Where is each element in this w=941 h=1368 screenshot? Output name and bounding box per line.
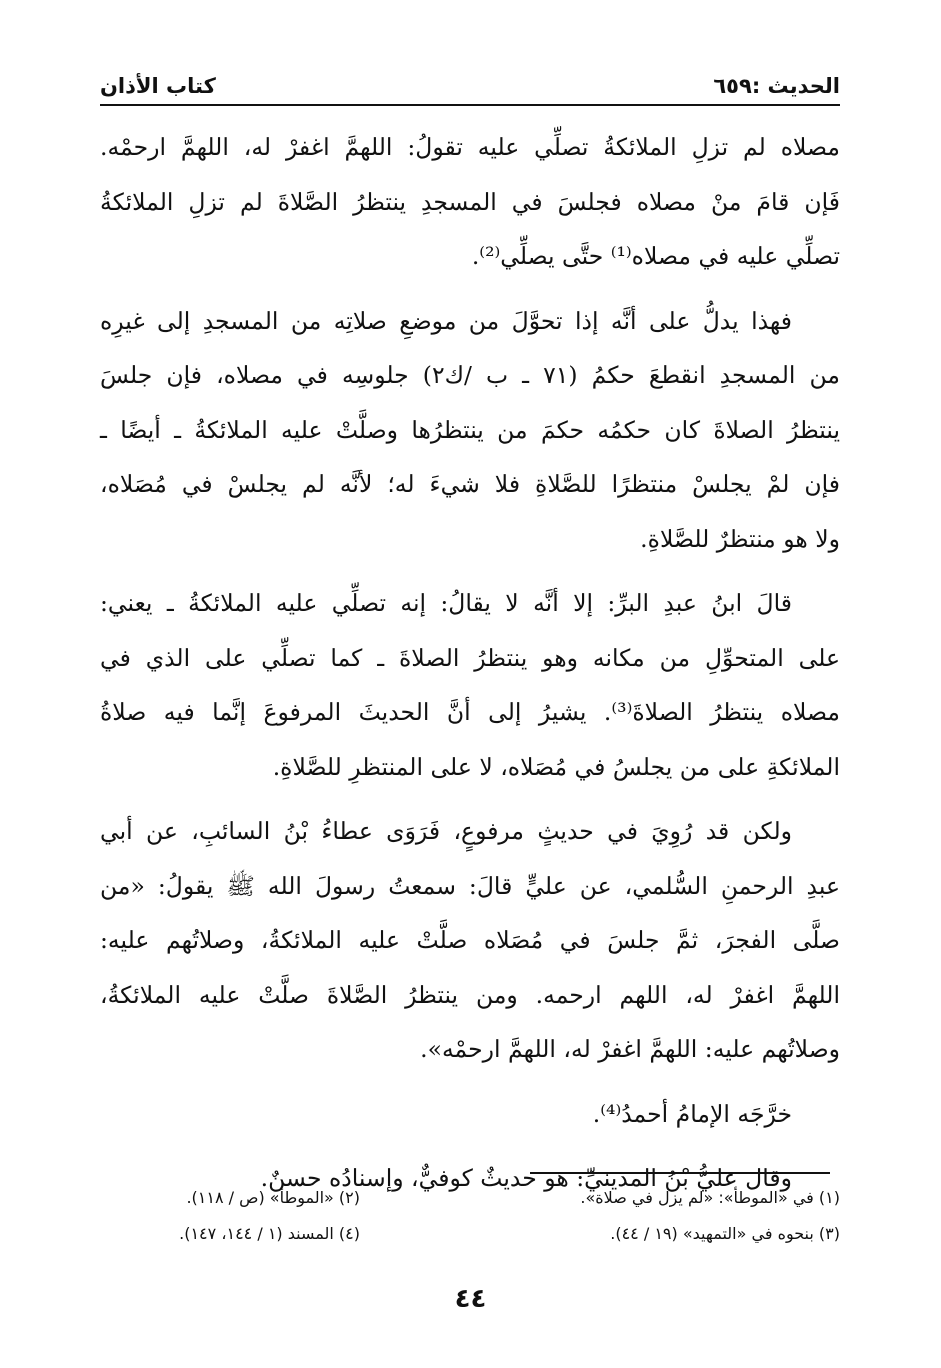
- text-line: فهذا يدلُّ على أنَّه إذا تحوَّلَ من موضعِ صلاتِه من المسجدِ إلى غيرِه: [100, 306, 792, 335]
- text-line: الملائكةِ على من يجلسُ في مُصَلاه، لا على المنتظرِ للصَّلاةِ.: [272, 752, 840, 781]
- paragraph-4: [100, 804, 840, 1077]
- text-line: مصلاه ينتظرُ الصلاةَ⁽³⁾. يشيرُ إلى أنَّ الحديثَ المرفوعَ إنَّما فيه صلاةُ: [100, 698, 840, 726]
- text-line: على المتحوِّلِ من مكانه وهو ينتظرُ الصلاةَ ـ كما تصلِّي على الذي في: [100, 643, 840, 672]
- footnote-2: (٢) «الموطأ» (ص / ١١٨).: [186, 1188, 360, 1207]
- page-number: ٤٤: [454, 1284, 487, 1314]
- text-line: فإن لمْ يجلسْ منتظرًا للصَّلاةِ فلا شيءَ له؛ لأنَّه لم يجلسْ في مُصَلاه،: [100, 470, 840, 498]
- footnotes: [100, 1180, 840, 1252]
- hadith-number-label: الحديث :٦٥٩: [713, 74, 840, 98]
- footnote-3: (٣) بنحوه في «التمهيد» (١٩ / ٤٤).: [610, 1224, 840, 1243]
- paragraph-3: [100, 576, 840, 794]
- text-line: فَإن قامَ منْ مصلاه فجلسَ في المسجدِ ينتظرُ الصَّلاةَ لم تزلِ الملائكةُ: [100, 187, 840, 216]
- running-header: [100, 70, 840, 106]
- text-line: خرَّجَه الإمامُ أحمدُ⁽⁴⁾.: [592, 1099, 792, 1128]
- text-line: وقال عليُّ بْنُ المدينيِّ: هو حديثٌ كوفيٌّ، وإسنادُه حسنٌ.: [260, 1164, 792, 1192]
- text-line: اللهمَّ اغفرْ له، اللهم ارحمه. ومن ينتظرُ الصَّلاةَ صلَّتْ عليه الملائكةُ،: [100, 980, 840, 1009]
- book-title: كتاب الأذان: [100, 74, 216, 98]
- footnote-1: (١) في «الموطأ»: «لم يزل في صلاة».: [580, 1188, 840, 1207]
- text-line: تصلِّي عليه في مصلاه⁽¹⁾ حتَّى يصلِّي⁽²⁾.: [471, 242, 840, 270]
- paragraph-5: [100, 1087, 840, 1142]
- paragraph-2: [100, 294, 840, 567]
- paragraph-1: [100, 120, 840, 284]
- text-line: وصلاتُهم عليه: اللهمَّ اغفرْ له، اللهمَّ ارحمْه».: [420, 1035, 840, 1063]
- text-line: من المسجدِ انقطعَ حكمُ (٧١ ـ ب /ك٢) جلوسِه في مصلاه، فإن جلسَ: [100, 361, 840, 389]
- text-line: مصلاه لم تزلِ الملائكةُ تصلِّي عليه تقولُ: اللهمَّ اغفرْ له، اللهمَّ ارحمْه.: [100, 133, 840, 161]
- text-line: ولكن قد رُوِيَ في حديثٍ مرفوعٍ، فَرَوَى عطاءُ بْنُ السائبِ، عن أبي: [100, 817, 792, 845]
- text-line: ولا هو منتظرٌ للصَّلاةِ.: [640, 524, 840, 553]
- text-line: قالَ ابنُ عبدِ البرِّ: إلا أنَّه لا يقالُ: إنه تصلِّي عليه الملائكةُ ـ يعني:: [100, 589, 792, 617]
- text-line: صلَّى الفجرَ، ثمَّ جلسَ في مُصَلاه صلَّتْ عليه الملائكةُ، وصلاتُهم عليه:: [100, 926, 840, 954]
- footnote-4: (٤) المسند (١ / ١٤٤، ١٤٧).: [179, 1224, 360, 1243]
- footnote-divider: [530, 1172, 830, 1174]
- main-text: [100, 120, 840, 1216]
- text-line: عبدِ الرحمنِ السُّلمي، عن عليٍّ قالَ: سمعتُ رسولَ الله ﷺ يقولُ: «من: [100, 871, 840, 900]
- text-line: ينتظرُ الصلاةَ كان حكمُه حكمَ من ينتظرُها وصلَّتْ عليه الملائكةُ ـ أيضًا ـ: [100, 415, 840, 444]
